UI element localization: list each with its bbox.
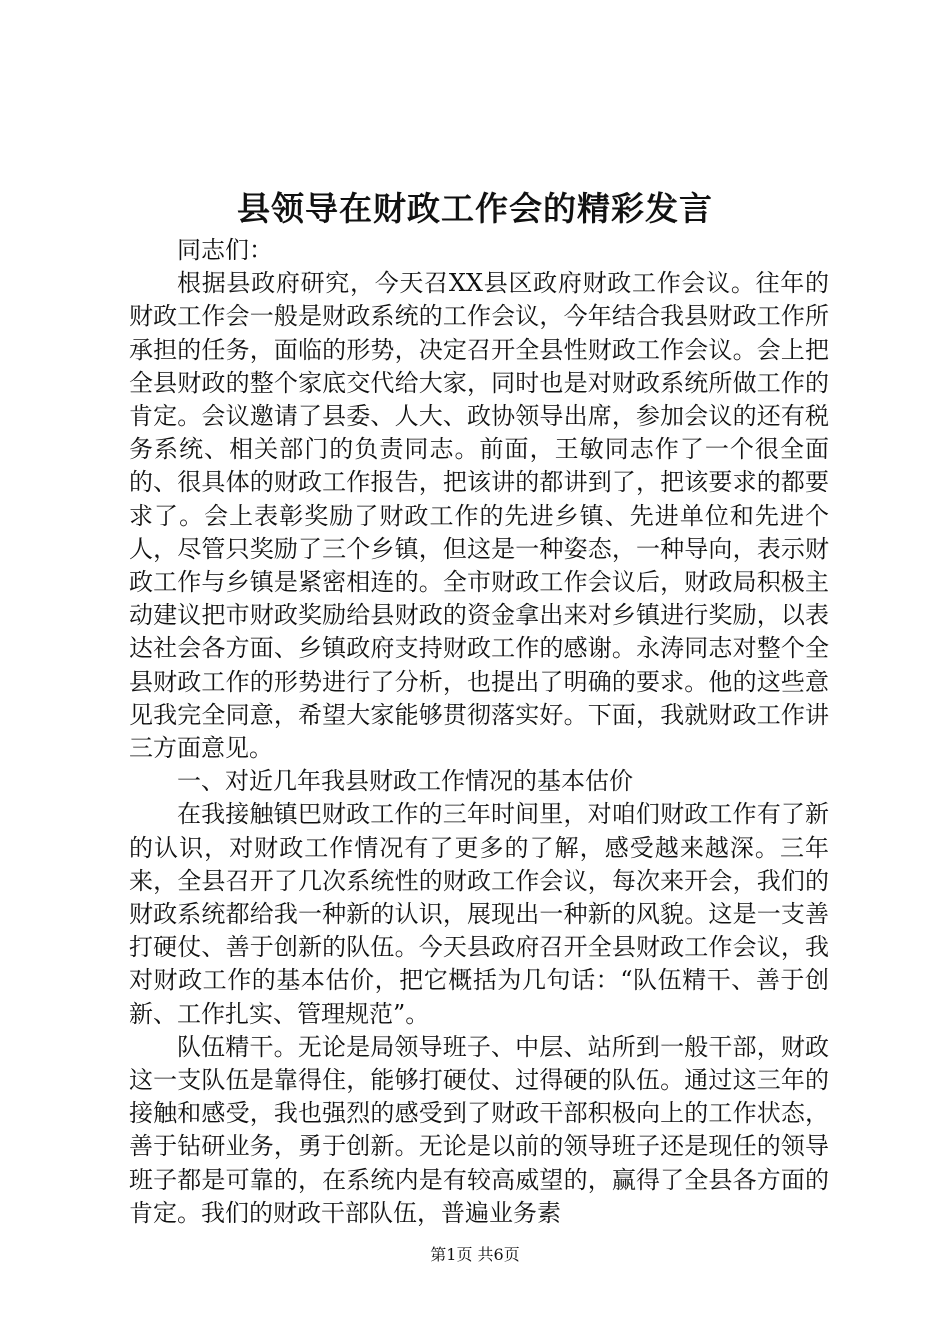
assessment-paragraph: 在我接触镇巴财政工作的三年时间里，对咱们财政工作有了新的认识，对财政工作情况有了更多的了解，感受越来越深。三年来，全县召开了几次系统性的财政工作会议，每次来开会，我们的财政系统都给我一种新的认识，展现出一种新的风貌。这是一支善打硬仗、善于创新的队伍。今天县政府召开全县财政工作会议，我对财政工作的基本估价，把它概括为几句话：“队伍精干、善于创新、工作扎实、管理规范”。 xyxy=(129,800,829,1028)
salutation-paragraph: 同志们： xyxy=(177,236,273,264)
intro-paragraph: 根据县政府研究，今天召XX县区政府财政工作会议。往年的财政工作会一般是财政系统的工作会议，今年结合我县财政工作所承担的任务，面临的形势，决定召开全县性财政工作会议。会上把全县财政的整个家底交代给大家，同时也是对财政系统所做工作的肯定。会议邀请了县委、人大、政协领导出席，参加会议的还有税务系统、相关部门的负责同志。前面，王敏同志作了一个很全面的、很具体的财政工作报告，把该讲的都讲到了，把该要求的都要求了。会上表彰奖励了财政工作的先进乡镇、先进单位和先进个人，尽管只奖励了三个乡镇，但这是一种姿态，一种导向，表示财政工作与乡镇是紧密相连的。全市财政工作会议后，财政局积极主动建议把市财政奖励给县财政的资金拿出来对乡镇进行奖励，以表达社会各方面、乡镇政府支持财政工作的感谢。永涛同志对整个全县财政工作的形势进行了分析，也提出了明确的要求。他的这些意见我完全同意，希望大家能够贯彻落实好。下面，我就财政工作讲三方面意见。 xyxy=(129,269,829,763)
document-body xyxy=(129,234,829,1230)
section-heading: 一、对近几年我县财政工作情况的基本估价 xyxy=(177,767,633,796)
page-footer: 第1页 共6页 xyxy=(430,1245,520,1264)
document-title: 县领导在财政工作会的精彩发言 xyxy=(237,189,713,228)
team-paragraph: 队伍精干。无论是局领导班子、中层、站所到一般干部，财政这一支队伍是靠得住，能够打硬仗、过得硬的队伍。通过这三年的接触和感受，我也强烈的感受到了财政干部积极向上的工作状态，善于钻研业务，勇于创新。无论是以前的领导班子还是现任的领导班子都是可靠的，在系统内是有较高威望的，赢得了全县各方面的肯定。我们的财政干部队伍，普遍业务素 xyxy=(129,1032,829,1227)
